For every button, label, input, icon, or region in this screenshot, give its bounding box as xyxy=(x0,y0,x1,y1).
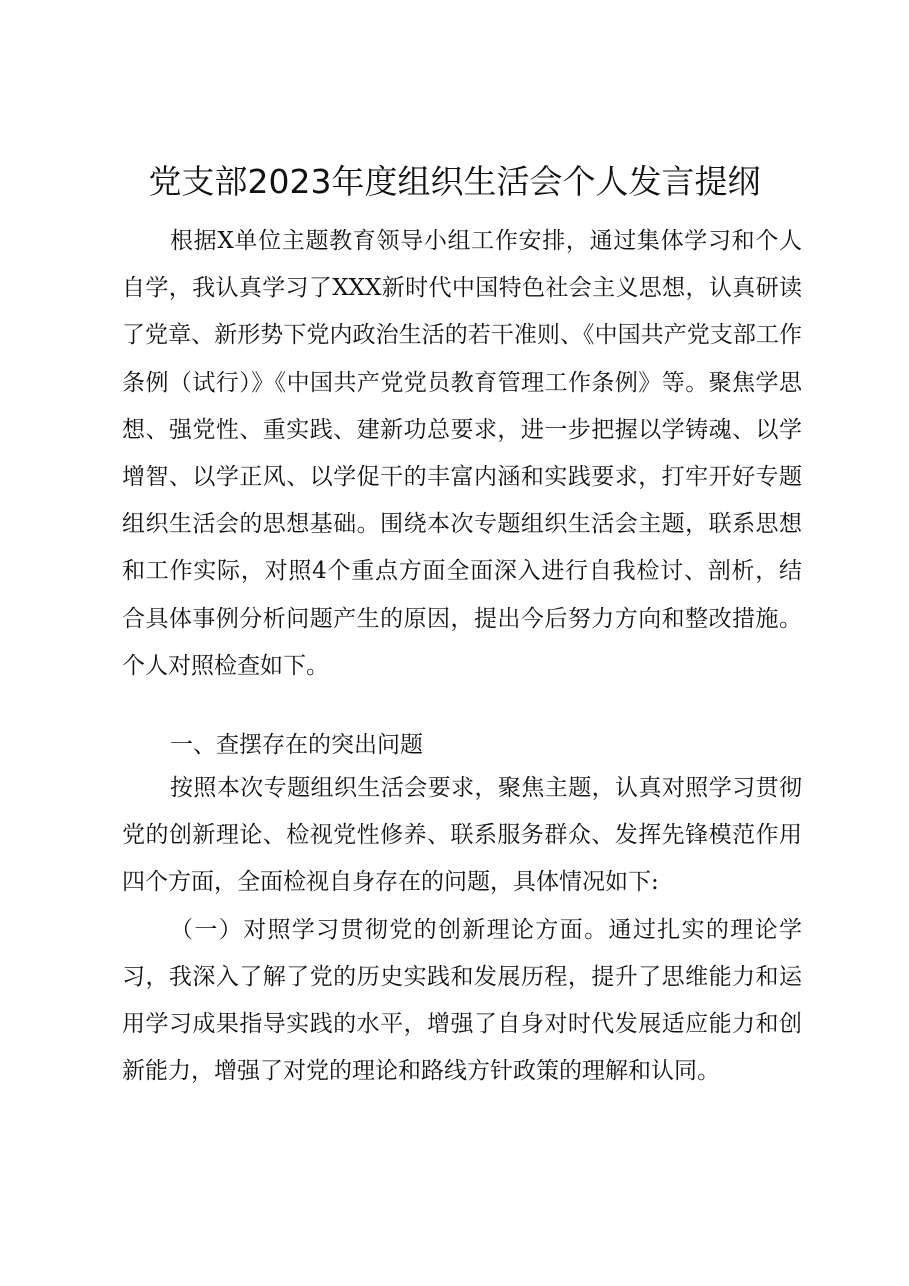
intro-block xyxy=(122,218,802,690)
section1-block xyxy=(122,765,802,1095)
document-title: 党支部2023年度组织生活会个人发言提纲 xyxy=(148,162,761,201)
section1-paragraph: 按照本次专题组织生活会要求，聚焦主题，认真对照学习贯彻党的创新理论、检视党性修养、联系服务群众、发挥先锋模范作用四个方面，全面检视自身存在的问题，具体情况如下: xyxy=(122,775,802,896)
intro-paragraph: 根据X单位主题教育领导小组工作安排，通过集体学习和个人自学，我认真学习了XXX新时代中国特色社会主义思想，认真研读了党章、新形势下党内政治生活的若干准则、《中国共产党支部工作条例（试行）》《中国共产党党员教育管理工作条例》等。聚焦学思想、强党性、重实践、建新功总要求，进一步把握以学铸魂、以学增智、以学正风、以学促干的丰富内涵和实践要求，打牢开好专题组织生活会的思想基础。围绕本次专题组织生活会主题，联系思想和工作实际，对照4个重点方面全面深入进行自我检讨、剖析，结合具体事例分析问题产生的原因，提出今后努力方向和整改措施。个人对照检查如下。 xyxy=(122,228,802,679)
section-heading: 一、查摆存在的突出问题 xyxy=(170,732,423,758)
subsection1-paragraph: （一）对照学习贯彻党的创新理论方面。通过扎实的理论学习，我深入了解了党的历史实践和发展历程，提升了思维能力和运用学习成果指导实践的水平，增强了自身对时代发展适应能力和创新能力，增强了对党的理论和路线方针政策的理解和认同。 xyxy=(122,916,802,1085)
